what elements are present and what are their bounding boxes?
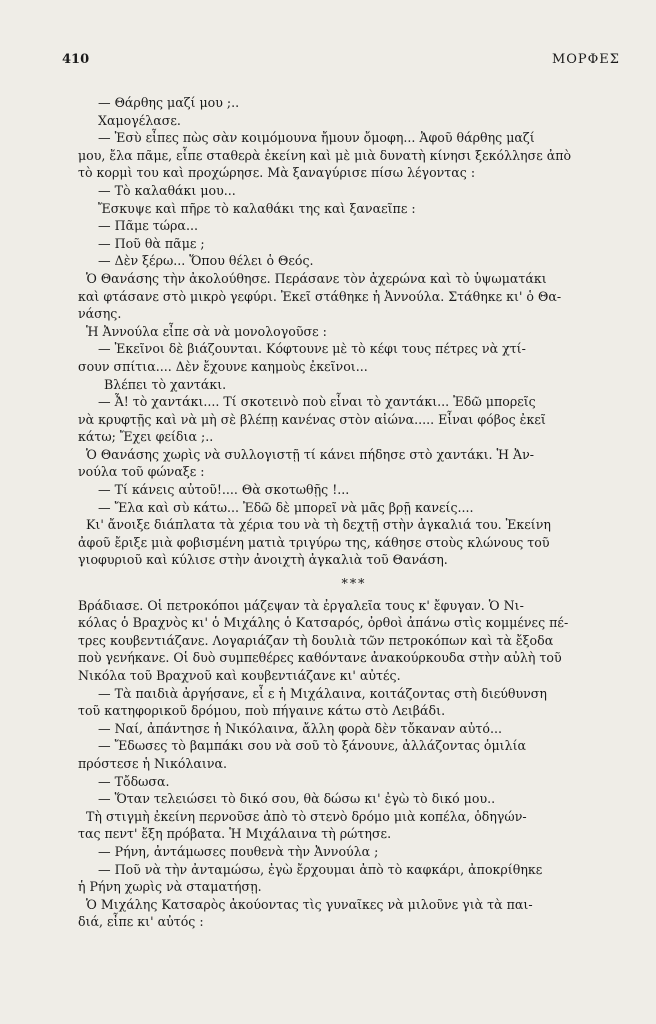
text-line: σουν σπίτια.... Δὲν ἔχουνε καημοὺς ἐκεῖνοι... bbox=[78, 358, 368, 374]
text-line: μου, ἔλα πᾶμε, εἶπε σταθερὰ ἐκείνη καὶ μὲ μιὰ δυνατὴ κίνησι ξεκόλλησε ἀπὸ bbox=[78, 147, 572, 163]
text-line: — Τὄδωσα. bbox=[98, 773, 170, 789]
text-line: — Ὅταν τελειώσει τὸ δικό σου, θὰ δώσω κι' ἐγὼ τὸ δικό μου.. bbox=[98, 791, 496, 807]
text-line: τας πεντ' ἔξη πρόβατα. Ἡ Μιχάλαινα τὴ ρώτησε. bbox=[78, 826, 392, 842]
text-line: τοῦ κατηφορικοῦ δρόμου, ποὺ πήγαινε κάτω στὸ Λειβάδι. bbox=[78, 703, 446, 719]
text-line: — Τὸ καλαθάκι μου... bbox=[98, 182, 236, 198]
text-line: — Δὲν ξέρω... Ὅπου θέλει ὁ Θεός. bbox=[98, 253, 314, 269]
text-line: κόλας ὁ Βραχνὸς κι' ὁ Μιχάλης ὁ Κατσαρός, ὀρθοὶ ἀπάνω στὶς κομμένες πέ- bbox=[78, 615, 569, 631]
text-line: — Ποῦ νὰ τὴν ἀνταμώσω, ἐγὼ ἔρχουμαι ἀπὸ τὸ καφκάρι, ἀποκρίθηκε bbox=[98, 861, 543, 877]
section-separator: *** bbox=[341, 576, 367, 592]
text-line: — Τὰ παιδιὰ ἀργήσανε, εἶ ε ἡ Μιχάλαινα, κοιτάζοντας στὴ διεύθυνση bbox=[98, 685, 547, 701]
text-line: νούλα τοῦ φώναξε : bbox=[78, 464, 205, 480]
text-line: τὸ κορμὶ του καὶ προχώρησε. Μὰ ξαναγύρισε πίσω λέγοντας : bbox=[78, 165, 476, 181]
text-line: — Τί κάνεις αὐτοῦ!.... Θὰ σκοτωθῇς !... bbox=[98, 482, 350, 498]
text-line: Ὁ Θανάσης τὴν ἀκολούθησε. Περάσανε τὸν ἀχερώνα καὶ τὸ ὑψωματάκι bbox=[86, 270, 547, 286]
text-line: Χαμογέλασε. bbox=[98, 112, 181, 128]
text-line: — Ἔδωσες τὸ βαμπάκι σου νὰ σοῦ τὸ ξάνουνε, ἀλλάζοντας ὁμιλία bbox=[98, 738, 527, 754]
page-header bbox=[62, 52, 620, 74]
text-line: — Ρήνη, ἀντάμωσες πουθενὰ τὴν Ἀννούλα ; bbox=[98, 843, 379, 859]
text-line: Τὴ στιγμὴ ἐκείνη περνοῦσε ἀπὸ τὸ στενὸ δρόμο μιὰ κοπέλα, ὁδηγών- bbox=[86, 808, 527, 824]
text-line: καὶ φτάσανε στὸ μικρὸ γεφύρι. Ἐκεῖ στάθηκε ἡ Ἀννούλα. Στάθηκε κι' ὁ Θα- bbox=[78, 288, 562, 304]
text-line: Κι' ἄνοιξε διάπλατα τὰ χέρια του νὰ τὴ δεχτῇ στὴν ἀγκαλιά του. Ἐκείνη bbox=[86, 517, 551, 533]
text-line: νάσης. bbox=[78, 306, 122, 322]
text-line: — Ἐσὺ εἶπες πὼς σὰν κοιμόμουνα ἤμουν ὄμοφη... Ἀφοῦ θάρθης μαζί bbox=[98, 130, 535, 146]
running-title: ΜΟΡΦΕΣ bbox=[551, 52, 620, 67]
text-line: νὰ κρυφτῇς καὶ νὰ μὴ σὲ βλέπῃ κανένας στὸν αἰώνα..... Εἶναι φόβος ἐκεῖ bbox=[78, 411, 546, 427]
text-line: τρες κουβεντιάζανε. Λογαριάζαν τὴ δουλιὰ τῶν πετροκόπων καὶ τὰ ἔξοδα bbox=[78, 632, 554, 648]
text-line: Βράδιασε. Οἱ πετροκόποι μάζεψαν τὰ ἐργαλεῖα τους κ' ἔφυγαν. Ὁ Νι- bbox=[78, 597, 524, 613]
text-line: Νικόλα τοῦ Βραχνοῦ καὶ κουβεντιάζανε κι' αὐτές. bbox=[78, 668, 401, 683]
text-line: κάτω; Ἔχει φείδια ;.. bbox=[78, 429, 214, 445]
text-line: — Ποῦ θὰ πᾶμε ; bbox=[98, 235, 205, 251]
text-line: — Ἔλα καὶ σὺ κάτω... Ἐδῶ δὲ μπορεῖ νὰ μᾶς βρῇ κανείς.... bbox=[98, 499, 474, 515]
text-line: διά, εἶπε κι' αὐτός : bbox=[78, 914, 204, 930]
page-number: 410 bbox=[62, 52, 90, 67]
text-line: Ὁ Θανάσης χωρὶς νὰ συλλογιστῇ τί κάνει πήδησε στὸ χαντάκι. Ἡ Ἀν- bbox=[86, 446, 535, 462]
text-line: — Ναί, ἀπάντησε ἡ Νικόλαινα, ἄλλη φορὰ δὲν τὄκαναν αὐτό... bbox=[98, 720, 502, 736]
text-line: — Θάρθης μαζί μου ;.. bbox=[98, 95, 240, 110]
text-line: Ἡ Ἀννούλα εἶπε σὰ νὰ μονολογοῦσε : bbox=[86, 323, 327, 339]
text-line: ἡ Ρήνη χωρὶς νὰ σταματήσῃ. bbox=[78, 879, 262, 895]
text-line: ποὺ γενήκανε. Οἱ δυὸ συμπεθέρες καθόντανε ἀνακούρκουδα στὴν αὐλὴ τοῦ bbox=[78, 650, 562, 666]
text-line: — Ἆ! τὸ χαντάκι.... Τί σκοτεινὸ ποὺ εἶναι τὸ χαντάκι... Ἐδῶ μπορεῖς bbox=[98, 394, 536, 410]
text-line: γιοφυριοῦ καὶ κύλισε στὴν ἀνοιχτὴ ἀγκαλιὰ τοῦ Θανάση. bbox=[78, 552, 448, 568]
text-line: — Ἐκεῖνοι δὲ βιάζουνται. Κόφτουνε μὲ τὸ κέφι τους πέτρες νὰ χτί- bbox=[98, 341, 526, 357]
text-line: ἀφοῦ ἔριξε μιὰ φοβισμένη ματιὰ τριγύρω της, κάθησε στοὺς κλώνους τοῦ bbox=[78, 534, 550, 550]
page-body bbox=[78, 94, 622, 931]
text-line: Ἔσκυψε καὶ πῆρε τὸ καλαθάκι της καὶ ξαναεῖπε : bbox=[98, 200, 416, 216]
text-line: — Πᾶμε τώρα... bbox=[98, 218, 198, 234]
text-line: Ὁ Μιχάλης Κατσαρὸς ἀκούοντας τὶς γυναῖκες νὰ μιλοῦνε γιὰ τὰ παι- bbox=[86, 896, 533, 912]
text-line: Βλέπει τὸ χαντάκι. bbox=[104, 376, 227, 392]
text-line: πρόστεσε ἡ Νικόλαινα. bbox=[78, 755, 228, 771]
